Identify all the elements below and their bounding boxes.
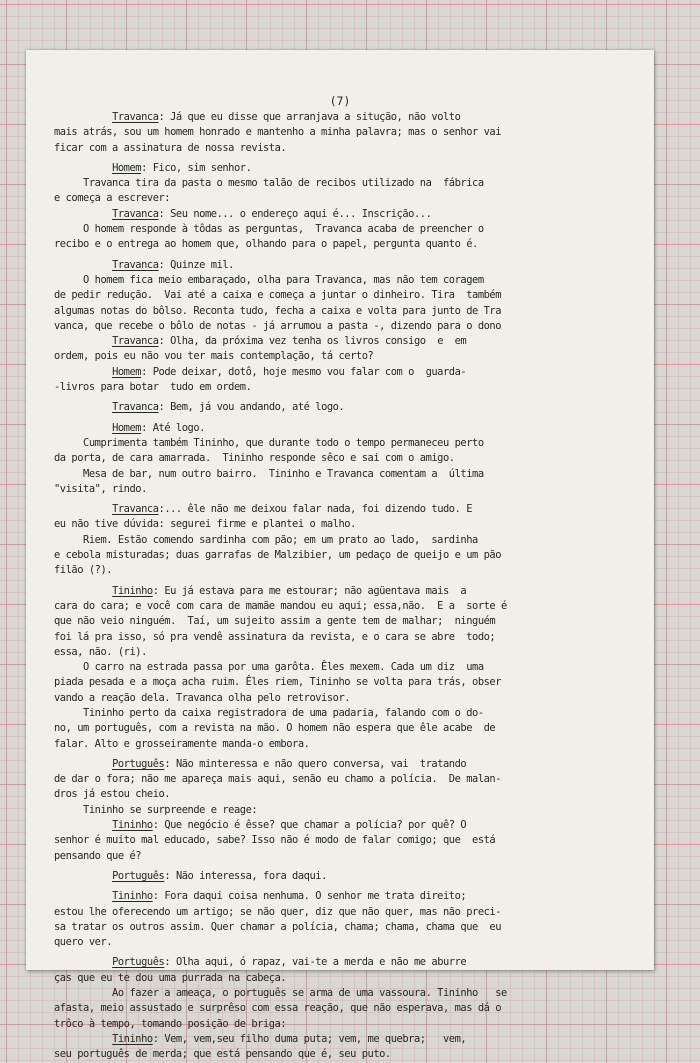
text-line — [54, 467, 628, 482]
speech-text: : Fora daqui coisa nenhuma. O senhor me trata direito; — [152, 890, 467, 903]
line-text: O carro na estrada passa por uma garôta. Êles mexem. Cada um diz uma — [54, 661, 484, 674]
line-text: no, um português, com a revista na mão. O homem não espera que êle acabe de — [54, 722, 496, 735]
text-line — [54, 380, 628, 395]
dialogue-line — [54, 502, 628, 517]
line-text — [54, 111, 112, 123]
text-line — [54, 675, 628, 690]
line-text: Tininho se surpreende e reage: — [54, 803, 258, 816]
line-text: trôco à tempo, tomando posição de briga: — [54, 1017, 287, 1030]
text-line — [54, 691, 628, 706]
line-text: senhor é muito mal educado, sabe? Isso não é modo de falar comigo; que está — [54, 834, 496, 847]
text-line — [54, 1047, 628, 1062]
line-text: foi lá pra isso, só pra vendê assinatura da revista, e o cara se abre todo; — [54, 630, 496, 643]
line-text: de dar o fora; não me apareça mais aqui, senão eu chamo a polícia. De malan- — [54, 773, 502, 786]
line-text: cara do cara; e você com cara de mamãe mandou eu aqui; essa,não. E a sorte é — [54, 599, 507, 612]
text-line — [54, 986, 628, 1001]
text-line — [54, 451, 628, 466]
line-text: Cumprimenta também Tininho, que durante todo o tempo permaneceu perto — [54, 436, 484, 449]
dialogue-line — [54, 955, 628, 970]
line-text: e cebola misturadas; duas garrafas de Malzibier, um pedaço de queijo e um pão — [54, 549, 502, 562]
typewritten-page — [26, 50, 654, 1061]
line-text: e começa a escrever: — [54, 192, 171, 205]
text-line — [54, 436, 628, 451]
text-line — [54, 599, 628, 614]
speaker-name: Travanca — [112, 258, 159, 271]
speaker-name: Travanca — [112, 401, 159, 414]
text-line — [54, 787, 628, 802]
text-line — [54, 971, 628, 986]
line-text — [54, 208, 112, 220]
text-line — [54, 849, 628, 864]
text-line — [54, 517, 628, 532]
line-text — [54, 259, 112, 271]
speaker-name: Homem — [112, 365, 142, 378]
text-line — [54, 273, 628, 288]
speaker-name: Português — [112, 757, 165, 770]
line-text: Mesa de bar, num outro bairro. Tininho e Travanca comentam a última — [54, 467, 484, 480]
speech-text: : Fico, sim senhor. — [141, 161, 252, 174]
dialogue-line — [54, 365, 628, 380]
line-text — [54, 890, 112, 902]
line-text: Travanca tira da pasta o mesmo talão de recibos utilizado na fábrica — [54, 177, 484, 190]
text-line — [54, 1017, 628, 1032]
speaker-name: Travanca — [112, 335, 159, 348]
dialogue-line — [54, 584, 628, 599]
dialogue-line — [54, 869, 628, 884]
dialogue-line — [54, 207, 628, 222]
line-text: essa, não. (ri). — [54, 645, 147, 658]
line-text: ças que eu te dou uma purrada na cabeça. — [54, 971, 287, 984]
line-text: vanca, que recebe o bôlo de notas - já arrumou a pasta -, dizendo para o dono — [54, 319, 502, 332]
line-text — [54, 870, 112, 882]
text-line — [54, 935, 628, 950]
speech-text: :... êle não me deixou falar nada, foi dizendo tudo. E — [158, 503, 473, 516]
text-line — [54, 614, 628, 629]
speech-text: : Olha aqui, ó rapaz, vai-te a merda e não me aburre — [164, 956, 467, 969]
speaker-name: Travanca — [112, 503, 159, 516]
script-body — [54, 110, 628, 1063]
dialogue-line — [54, 1032, 628, 1047]
text-line — [54, 349, 628, 364]
speaker-name: Tininho — [112, 890, 153, 903]
text-line — [54, 905, 628, 920]
dialogue-line — [54, 334, 628, 349]
text-line — [54, 482, 628, 497]
dialogue-line — [54, 421, 628, 436]
line-text: dros já estou cheio. — [54, 788, 171, 801]
line-text — [54, 503, 112, 515]
line-text — [54, 758, 112, 770]
line-text: Tininho perto da caixa registradora de uma padaria, falando com o do- — [54, 706, 484, 719]
text-line — [54, 288, 628, 303]
text-line — [54, 721, 628, 736]
speaker-name: Homem — [112, 421, 142, 434]
line-text: ficar com a assinatura de nossa revista. — [54, 141, 287, 154]
text-line — [54, 141, 628, 156]
line-text: recibo e o entrega ao homem que, olhando para o papel, pergunta quanto é. — [54, 238, 478, 251]
line-text — [54, 422, 112, 434]
line-text: "visita", rindo. — [54, 482, 147, 495]
text-line — [54, 803, 628, 818]
line-text: pensando que é? — [54, 849, 142, 862]
text-line — [54, 1001, 628, 1016]
speaker-name: Tininho — [112, 1032, 153, 1045]
line-text: da porta, de cara amarrada. Tininho responde sêco e sai com o amigo. — [54, 452, 455, 465]
text-line — [54, 920, 628, 935]
speaker-name: Travanca — [112, 111, 159, 123]
speech-text: : Não minteressa e não quero conversa, vai tratando — [164, 757, 467, 770]
text-line — [54, 645, 628, 660]
text-line — [54, 176, 628, 191]
line-text: ordem, pois eu não vou ter mais contemplação, tá certo? — [54, 350, 374, 363]
text-line — [54, 737, 628, 752]
text-line — [54, 319, 628, 334]
line-text — [54, 956, 112, 968]
line-text: O homem responde à tôdas as perguntas, Travanca acaba de preencher o — [54, 223, 484, 236]
line-text: sa tratar os outros assim. Quer chamar a polícia, chama; chama, chama que eu — [54, 920, 502, 933]
line-text: eu não tive dúvida: segurei firme e plantei o malho. — [54, 518, 356, 531]
line-text — [54, 1033, 112, 1045]
line-text: mais atrás, sou um homem honrado e mantenho a minha palavra; mas o senhor vai — [54, 126, 502, 139]
speaker-name: Português — [112, 956, 165, 969]
speech-text: : Pode deixar, dotô, hoje mesmo vou falar com o guarda- — [141, 365, 467, 378]
line-text — [54, 585, 112, 597]
line-text: que não veio ninguém. Taí, um sujeito assim a gente tem de malhar; ninguém — [54, 615, 496, 628]
line-text: afasta, meio assustado e surprêso com essa reação, que não esperava, mas dá o — [54, 1002, 502, 1015]
dialogue-line — [54, 258, 628, 273]
line-text — [54, 366, 112, 378]
dialogue-line — [54, 161, 628, 176]
text-line — [54, 304, 628, 319]
line-text: piada pesada e a moça acha ruim. Êles riem, Tininho se volta para trás, obser — [54, 676, 502, 689]
line-text: falar. Alto e grosseiramente manda-o embora. — [54, 737, 310, 750]
text-line — [54, 237, 628, 252]
text-line — [54, 660, 628, 675]
line-text: seu português de merda; que está pensando que é, seu puto. — [54, 1048, 391, 1061]
speech-text: : Até logo. — [141, 421, 205, 434]
speech-text: : Que negócio é êsse? que chamar a polícia? por quê? O — [152, 819, 467, 832]
speech-text: : Vem, vem,seu filho duma puta; vem, me quebra; vem, — [152, 1032, 467, 1045]
line-text — [54, 819, 112, 831]
text-line — [54, 563, 628, 578]
dialogue-line — [54, 818, 628, 833]
text-line — [54, 125, 628, 140]
text-line — [54, 548, 628, 563]
text-line — [54, 630, 628, 645]
line-text: de pedir redução. Vai até a caixa e começa a juntar o dinheiro. Tira também — [54, 289, 502, 302]
text-line — [54, 833, 628, 848]
line-text — [54, 335, 112, 347]
speaker-name: Travanca — [112, 207, 159, 220]
line-text: algumas notas do bôlso. Reconta tudo, fecha a caixa e volta para junto de Tra — [54, 304, 502, 317]
speech-text: : Seu nome... o endereço aqui é... Inscrição... — [158, 207, 432, 220]
line-text: vando a reação dela. Travanca olha pelo retrovisor. — [54, 691, 351, 704]
speech-text: : Olha, da próxima vez tenha os livros consigo e em — [158, 335, 467, 348]
line-text: Riem. Estão comendo sardinha com pão; em um prato ao lado, sardinha — [54, 533, 478, 546]
text-line — [54, 222, 628, 237]
speech-text: : Eu já estava para me estourar; não agüentava mais a — [152, 584, 467, 597]
line-text: O homem fica meio embaraçado, olha para Travanca, mas não tem coragem — [54, 273, 484, 286]
speech-text: : Bem, já vou andando, até logo. — [158, 401, 345, 414]
speech-text: : Quinze mil. — [158, 258, 234, 271]
dialogue-line — [54, 889, 628, 904]
speaker-name: Tininho — [112, 584, 153, 597]
text-line — [54, 772, 628, 787]
speech-text: : Já que eu disse que arranjava a situção, não volto — [158, 111, 461, 123]
text-line — [54, 533, 628, 548]
line-text: filão (?). — [54, 564, 113, 577]
speaker-name: Português — [112, 869, 165, 882]
line-text: quero ver. — [54, 936, 113, 949]
line-text — [54, 162, 112, 174]
dialogue-line — [54, 400, 628, 415]
line-text: estou lhe oferecendo um artigo; se não quer, diz que não quer, mas não preci- — [54, 905, 502, 918]
speaker-name: Tininho — [112, 819, 153, 832]
speaker-name: Homem — [112, 161, 142, 174]
dialogue-line — [54, 110, 628, 125]
line-text: Ao fazer a ameaça, o português se arma de uma vassoura. Tininho se — [54, 987, 507, 1000]
line-text — [54, 401, 112, 413]
speech-text: : Não interessa, fora daqui. — [164, 869, 327, 882]
text-line — [54, 191, 628, 206]
text-line — [54, 706, 628, 721]
page-number: (7) — [329, 94, 351, 108]
line-text: -livros para botar tudo em ordem. — [54, 381, 252, 394]
dialogue-line — [54, 757, 628, 772]
